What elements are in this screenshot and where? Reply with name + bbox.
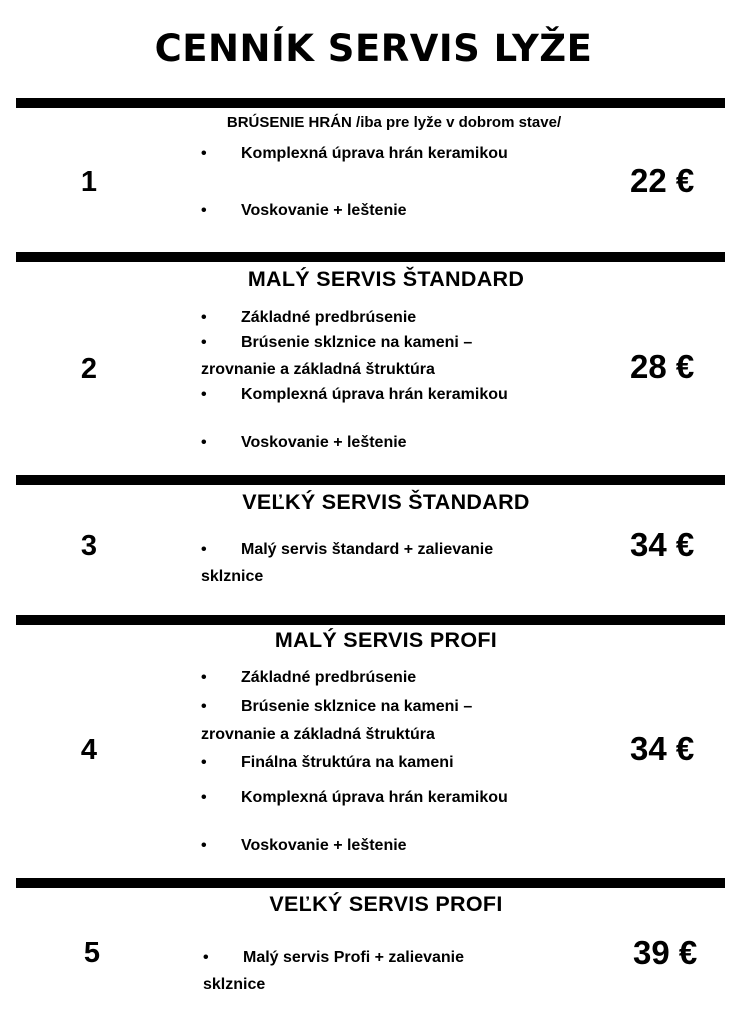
section-heading: MALÝ SERVIS PROFI	[274, 628, 498, 652]
section-heading: MALÝ SERVIS ŠTANDARD	[247, 267, 525, 291]
section-divider	[16, 878, 725, 888]
section-heading: BRÚSENIE HRÁN /iba pre lyže v dobrom stave/	[226, 114, 562, 131]
list-item-text: Malý servis štandard + zalievanie	[241, 541, 494, 558]
section-number: 2	[80, 353, 98, 385]
list-item-text: Voskovanie + leštenie	[241, 202, 407, 219]
section-number: 4	[80, 734, 98, 766]
page-title: CENNÍK SERVIS LYŽE	[154, 27, 593, 70]
section-price: 39 €	[633, 934, 698, 971]
section-divider	[16, 98, 725, 108]
list-item-text: Základné predbrúsenie	[241, 309, 417, 326]
list-item-text: Základné predbrúsenie	[241, 669, 417, 686]
list-item-text: Komplexná úprava hrán keramikou	[241, 145, 508, 162]
section-price: 28 €	[630, 348, 695, 385]
bullet-icon: •	[201, 541, 207, 558]
bullet-icon: •	[201, 669, 207, 686]
list-item-text: Komplexná úprava hrán keramikou	[241, 386, 508, 403]
section-number: 1	[80, 166, 98, 198]
bullet-icon: •	[201, 386, 207, 403]
section-divider	[16, 252, 725, 262]
bullet-icon: •	[201, 145, 207, 162]
list-item-text: Komplexná úprava hrán keramikou	[241, 789, 508, 806]
list-item-continuation: sklznice	[203, 976, 266, 993]
bullet-icon: •	[201, 789, 207, 806]
list-item-text: Finálna štruktúra na kameni	[241, 754, 454, 771]
section-heading: VEĽKÝ SERVIS PROFI	[269, 892, 503, 916]
section-number: 5	[83, 937, 101, 969]
list-item-text: Brúsenie sklznice na kameni –	[241, 698, 473, 715]
section-number: 3	[80, 530, 98, 562]
bullet-icon: •	[201, 754, 207, 771]
bullet-icon: •	[201, 334, 207, 351]
section-price: 34 €	[630, 526, 695, 563]
bullet-icon: •	[201, 698, 207, 715]
list-item-text: Voskovanie + leštenie	[241, 434, 407, 451]
section-divider	[16, 475, 725, 485]
list-item-continuation: zrovnanie a základná štruktúra	[201, 726, 435, 743]
list-item-continuation: sklznice	[201, 568, 264, 585]
section-price: 22 €	[630, 162, 695, 199]
section-price: 34 €	[630, 730, 695, 767]
section-heading: VEĽKÝ SERVIS ŠTANDARD	[242, 490, 530, 514]
bullet-icon: •	[201, 309, 207, 326]
list-item-text: Malý servis Profi + zalievanie	[243, 949, 465, 966]
list-item-text: Brúsenie sklznice na kameni –	[241, 334, 473, 351]
section-divider	[16, 615, 725, 625]
list-item-text: Voskovanie + leštenie	[241, 837, 407, 854]
bullet-icon: •	[203, 949, 209, 966]
bullet-icon: •	[201, 202, 207, 219]
bullet-icon: •	[201, 434, 207, 451]
bullet-icon: •	[201, 837, 207, 854]
list-item-continuation: zrovnanie a základná štruktúra	[201, 361, 435, 378]
